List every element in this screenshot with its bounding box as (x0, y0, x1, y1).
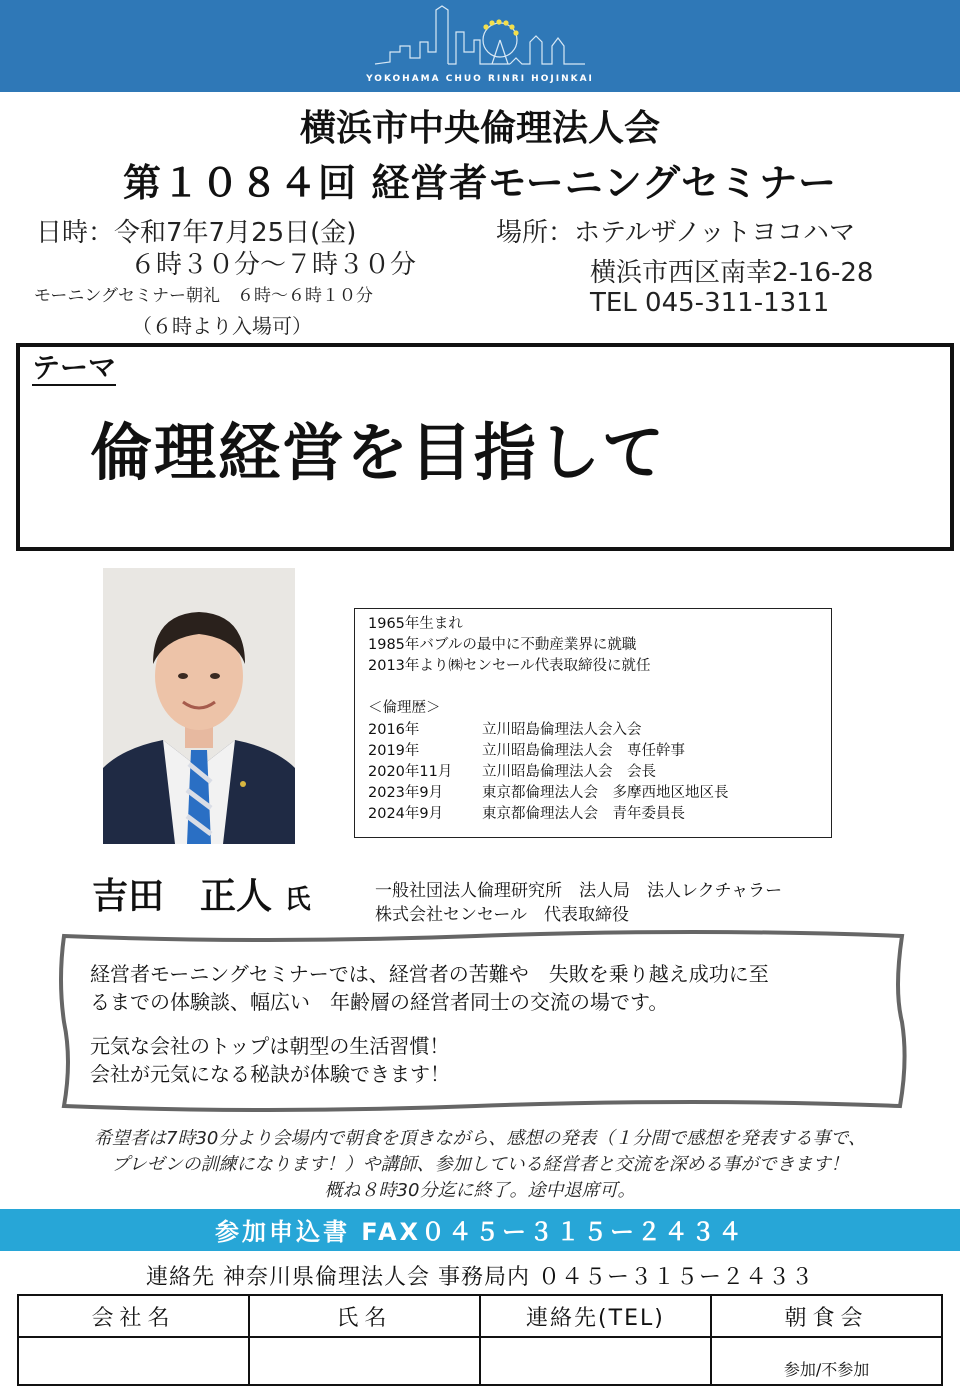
contact-line: 連絡先 神奈川県倫理法人会 事務局内 ０４５ー３１５ー２４３３ (146, 1265, 814, 1290)
history-year: 2023年9月 (368, 785, 444, 801)
breakfast-note: 概ね８時30分迄に終了。途中退席可。 (324, 1180, 636, 1201)
application-form-table (17, 1294, 943, 1386)
venue-name: 場所：ホテルザノットヨコハマ (496, 218, 856, 248)
yokohama-skyline-logo (370, 2, 590, 72)
profile-line: 2013年より㈱センセール代表取締役に就任 (368, 658, 651, 674)
application-fax: 参加申込書 FAX０４５ー３１５ー２４３４ (214, 1218, 746, 1246)
description-line: 会社が元気になる秘訣が体験できます！ (90, 1062, 450, 1086)
history-year: 2024年9月 (368, 806, 444, 822)
seminar-title: 第１０８４回 経営者モーニングセミナー (123, 161, 837, 205)
tel-input-cell[interactable] (480, 1337, 711, 1385)
description-line: 経営者モーニングセミナーでは、経営者の苦難や 失敗を乗り越え成功に至 (90, 962, 769, 986)
speaker-photo (103, 568, 295, 844)
breakfast-choice-cell[interactable]: 参加/不参加 (711, 1337, 942, 1385)
profile-line: 1985年バブルの最中に不動産業界に就職 (368, 637, 637, 653)
venue-address: 横浜市西区南幸2-16-28 (590, 258, 874, 288)
header-tel: 連絡先(TEL) (480, 1295, 711, 1337)
history-year: 2020年11月 (368, 764, 453, 780)
theme-label: テーマ (32, 351, 117, 384)
morning-assembly-line: モーニングセミナー朝礼 ６時〜６時１０分 (34, 286, 373, 306)
company-input-cell[interactable] (18, 1337, 249, 1385)
name-input-cell[interactable] (249, 1337, 480, 1385)
history-year: 2016年 (368, 722, 420, 738)
entry-line: （６時より入場可） (132, 314, 312, 338)
header-breakfast: 朝食会 (711, 1295, 942, 1337)
header-company: 会社名 (18, 1295, 249, 1337)
speaker-name: 吉田 正人 (92, 876, 273, 917)
date-line: 日時：令和7年7月25日(金) (36, 218, 357, 248)
description-line: 元気な会社のトップは朝型の生活習慣！ (90, 1034, 450, 1058)
history-text: 立川昭島倫理法人会 専任幹事 (482, 743, 685, 759)
speaker-affiliation: 株式会社センセール 代表取締役 (375, 905, 629, 925)
banner-caption: YOKOHAMA CHUO RINRI HOJINKAI (366, 74, 594, 84)
venue-tel: TEL 045-311-1311 (590, 288, 830, 318)
history-text: 立川昭島倫理法人会入会 (482, 722, 642, 738)
breakfast-note: プレゼンの訓練になります！）や講師、参加している経営者と交流を深める事ができます！ (111, 1154, 849, 1175)
history-text: 東京都倫理法人会 多摩西地区地区長 (482, 785, 729, 801)
speaker-name-block (92, 868, 311, 919)
history-text: 東京都倫理法人会 青年委員長 (482, 806, 685, 822)
history-heading: ＜倫理歴＞ (368, 700, 441, 716)
profile-line: 1965年生まれ (368, 616, 463, 632)
breakfast-note: 希望者は7時30分より会場内で朝食を頂きながら、感想の発表（１分間で感想を発表する事で、 (94, 1128, 866, 1149)
history-year: 2019年 (368, 743, 420, 759)
header-name: 氏名 (249, 1295, 480, 1337)
speaker-affiliation: 一般社団法人倫理研究所 法人局 法人レクチャラー (375, 881, 783, 901)
theme-title: 倫理経営を目指して (90, 416, 667, 489)
speaker-honorific: 氏 (284, 885, 311, 915)
description-line: るまでの体験談、幅広い 年齢層の経営者同士の交流の場です。 (90, 990, 669, 1014)
organization-title: 横浜市中央倫理法人会 (299, 108, 660, 149)
time-line: ６時３０分〜７時３０分 (130, 250, 417, 280)
history-text: 立川昭島倫理法人会 会長 (482, 764, 656, 780)
